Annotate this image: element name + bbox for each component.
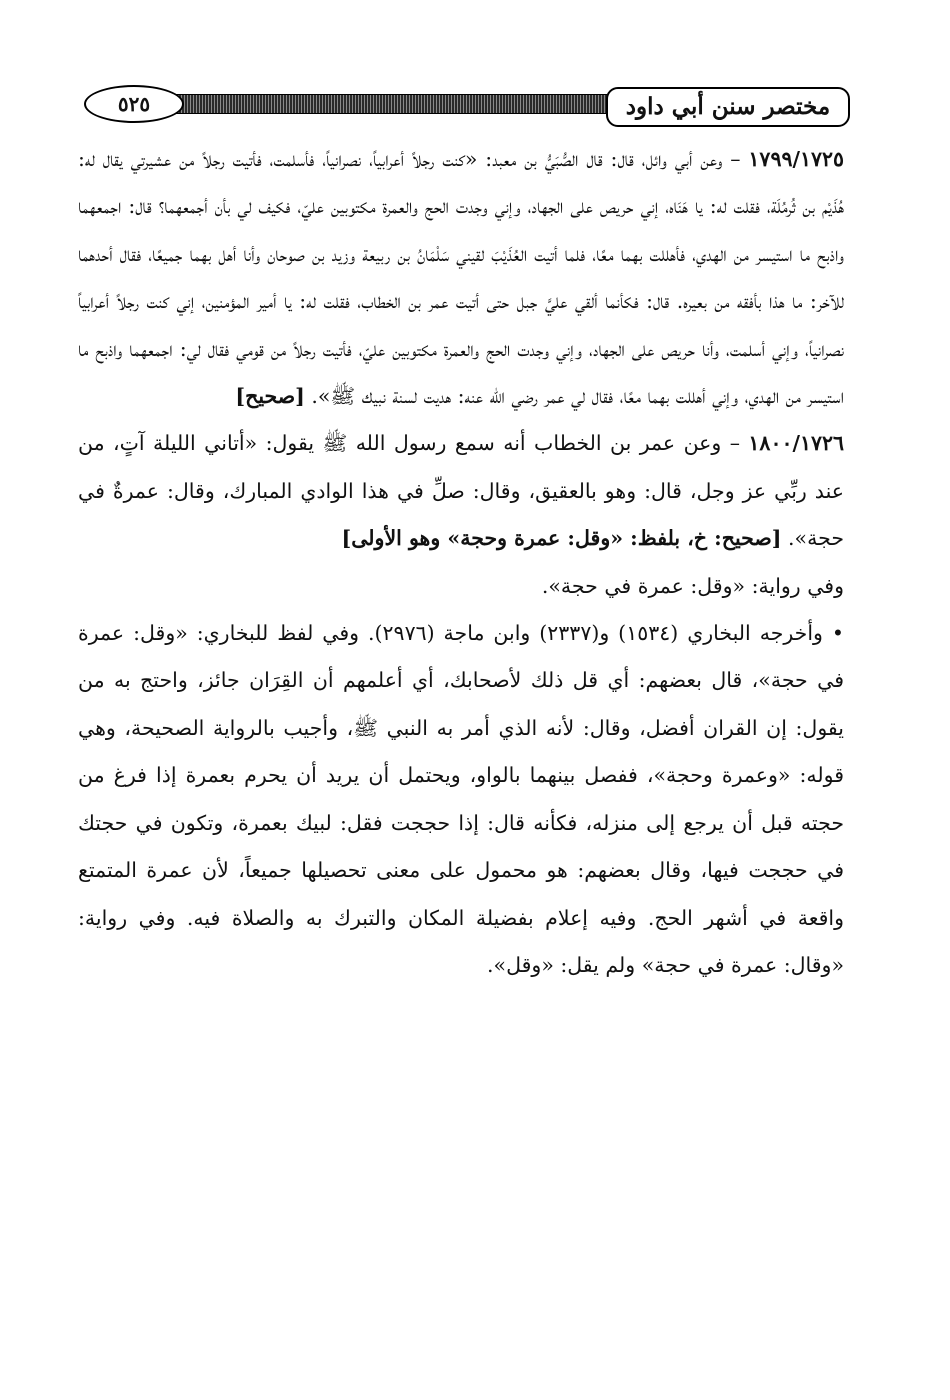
narration-text: وفي رواية: «وقل: عمرة في حجة». xyxy=(541,573,844,598)
narration-paragraph xyxy=(78,563,844,610)
hadith-text: – وعن عمر بن الخطاب أنه سمع رسول الله ﷺ يقول: «أتاني الليلة آتٍ، من عند ربِّي عز وجل، قال: وهو بالعقيق، وقال: صلِّ في هذا الوادي المبارك، وقال: عمرةٌ في حجة». xyxy=(78,431,844,551)
hadith-number: ١٧٩٩/١٧٢٥ xyxy=(748,147,844,171)
commentary-paragraph xyxy=(78,610,844,989)
hadith-number: ١٨٠٠/١٧٢٦ xyxy=(748,431,844,456)
commentary-text: • وأخرجه البخاري (١٥٣٤) و(٢٣٣٧) وابن ماجة (٢٩٧٦). وفي لفظ للبخاري: «وقل: عمرة في حجة»، قال بعضهم: أي قل ذلك لأصحابك، أي أعلمهم أن القِرَان جائز، واحتج به من يقول: إن القران أفضل، وقال: لأنه الذي أمر به النبي ﷺ، وأجيب بالرواية الصحيحة، وهي قوله: «وعمرة وحجة»، ففصل بينهما بالواو، ويحتمل أن يريد أن يحرم بعمرة إذا فرغ من حجته قبل أن يرجع إلى منزله، فكأنه قال: إذا حججت فقل: لبيك بعمرة، وتكون في حجتك في حججت فيها، وقال بعضهم: هو محمول على معنى تحصيلها جميعاً، لأن عمرة المتمتع واقعة في أشهر الحج. وفيه إعلام بفضيلة المكان والتبرك به والصلاة فيه. وفي رواية: «وقال: عمرة في حجة» ولم يقل: «وقل». xyxy=(78,621,844,977)
header-decorative-bar xyxy=(140,94,620,114)
hadith-paragraph xyxy=(78,136,844,420)
hadith-paragraph xyxy=(78,420,844,562)
book-title: مختصر سنن أبي داود xyxy=(606,87,850,127)
hadith-text: – وعن أبي وائل، قال: قال الصُّبَيُّ بن معبد: «كنت رجلاً أعرابياً، نصرانياً، فأسلمت، فأتيت رجلاً من عشيرتي يقال له: هُذَيْم بن ثُرمُلَة، فقلت له: يا هَنَاه، إني حريص على الجهاد، وإني وجدت الحج والعمرة مكتوبين عليّ، فكيف لي بأن أجمعهما؟ قال: اجمعهما واذبح ما استيسر من الهدي، فأهللت بهما معًا، فلما أتيت العُذَيْبَ لقيني سَلْمَانُ بن ربيعة وزيد بن صوحان وأنا أهل بهما جميعًا، فقال أحدهما للآخر: ما هذا بأفقه من بعيره. قال: فكأنما ألقي عليَّ جبل حتى أتيت عمر بن الخطاب، فقلت له: يا أمير المؤمنين، إني كنت رجلاً أعرابياً نصرانياً، وإني أسلمت، وأنا حريص على الجهاد، وإني وجدت الحج والعمرة مكتوبين عليّ، فأتيت رجلاً من قومي فقال لي: اجمعهما واذبح ما استيسر من الهدي، وإني أهللت بهما معًا، فقال لي عمر رضي الله عنه: هديت لسنة نبيك ﷺ». xyxy=(78,147,844,409)
hadith-grade: [صحيح] xyxy=(235,384,305,409)
page-body xyxy=(78,136,844,1316)
hadith-grade: [صحيح: خ، بلفظ: «وقل: عمرة وحجة» وهو الأولى] xyxy=(341,526,782,551)
page-header xyxy=(80,85,850,133)
page-number: ٥٢٥ xyxy=(84,85,184,123)
